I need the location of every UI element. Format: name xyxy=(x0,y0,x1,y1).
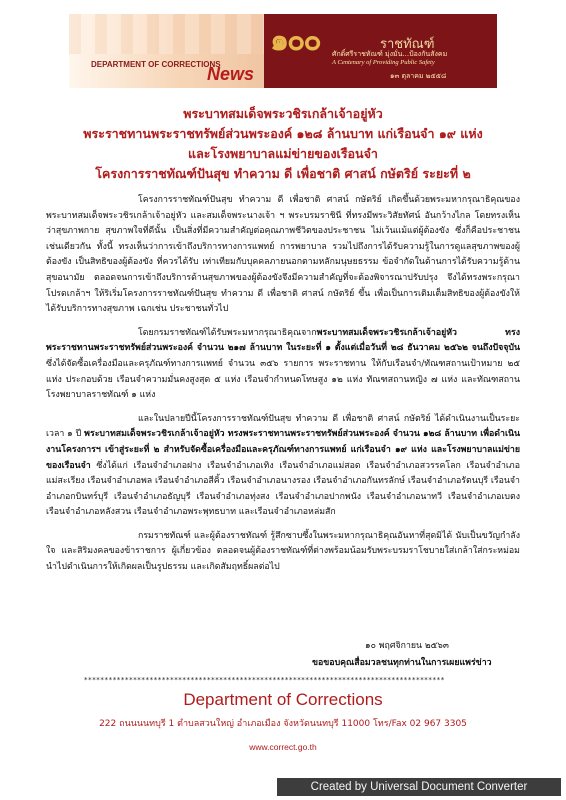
footer-address: 222 ถนนนนทบุรี 1 ตำบลสวนใหญ่ อำเภอเมือง จังหวัดนนทบุรี 11000 โทร/Fax 02 967 3305 xyxy=(99,719,467,729)
banner-left-panel xyxy=(69,14,264,88)
paragraph-1 xyxy=(46,193,520,318)
headline-line-1: พระบาทสมเด็จพระวชิรเกล้าเจ้าอยู่หัว xyxy=(183,106,383,121)
logo-text: ราชทัณฑ์ xyxy=(380,37,435,52)
headline-line-3: และโรงพยาบาลแม่ข่ายของเรือนจำ xyxy=(188,146,378,161)
paragraph-3-highlight: พระบาทสมเด็จพระวชิรเกล้าเจ้าอยู่หัว ทรงพระราชทานพระราชทรัพย์ส่วนพระองค์ จำนวน ๑๒๘ ล้านบาท เพื่อดำเนินงานโครงการฯ เข้าสู่ระยะที่ ๒ สำหรับจัดซื้อเครื่องมือและครุภัณฑ์ทางการแพทย์ แก่เรือนจำ ๑๙ แห่ง และโรงพยาบาลแม่ข่ายของเรือนจำ xyxy=(46,429,520,471)
news-label: News xyxy=(207,64,255,84)
department-label: DEPARTMENT OF CORRECTIONS xyxy=(91,60,221,69)
headline-block xyxy=(40,104,526,184)
headline-line-2: พระราชทานพระราชทรัพย์ส่วนพระองค์ ๑๒๘ ล้านบาท แก่เรือนจำ ๑๙ แห่ง xyxy=(83,126,483,141)
paragraph-2 xyxy=(46,326,520,404)
logo-date: ๑๓ ตุลาคม ๒๕๕๘ xyxy=(390,72,447,80)
paragraph-2-highlight: พระบาทสมเด็จพระวชิรเกล้าเจ้าอยู่หัว ทรงพระราชทานพระราชทรัพย์ส่วนพระองค์ จำนวน ๒๑๗ ล้านบาท ในระยะที่ ๑ ตั้งแต่เมื่อวันที่ ๒๘ ธันวาคม ๒๕๖๒ จนถึงปัจจุบัน xyxy=(46,327,520,354)
headline-line-4: โครงการราชทัณฑ์ปันสุข ทำความ ดี เพื่อชาติ ศาสน์ กษัตริย์ ระยะที่ ๒ xyxy=(95,166,471,181)
paragraph-2-intro: โดยกรมราชทัณฑ์ได้รับพระมหากรุณาธิคุณจาก xyxy=(138,327,317,338)
article-body xyxy=(46,193,520,584)
paragraph-4 xyxy=(46,529,520,576)
logo-motto-th: ศักดิ์ศรีราชทัณฑ์ มุ่งมั่น...ป้องกันสังคม xyxy=(332,50,448,58)
star-separator: **************************************************************************************** xyxy=(84,676,445,684)
paragraph-2-rest: ซึ่งได้จัดซื้อเครื่องมือและครุภัณฑ์ทางการแพทย์ จำนวน ๓๕๖ รายการ พระราชทาน ให้กับเรือนจำ/ทัณฑสถานเป้าหมาย ๒๕ แห่ง ประกอบด้วย เรือนจำความมั่นคงสูงสุด ๕ แห่ง เรือนจำกำหนดโทษสูง ๑๒ แห่ง ทัณฑสถานหญิง ๗ แห่ง และทัณฑสถานโรงพยาบาลราชทัณฑ์ ๑ แห่ง xyxy=(46,358,520,401)
footer-website-link[interactable]: www.correct.go.th xyxy=(249,742,317,752)
thanks-note: ขอขอบคุณสื่อมวลชนทุกท่านในการเผยแพร่ข่าว xyxy=(312,658,492,668)
paragraph-4-text: กรมราชทัณฑ์ และผู้ต้องราชทัณฑ์ รู้สึกซาบซึ้งในพระมหากรุณาธิคุณอันหาที่สุดมิได้ นับเป็นขวัญกำลังใจ และสิริมงคลของข้าราชการ ผู้เกี่ยวข้อง ตลอดจนผู้ต้องราชทัณฑ์ที่ต่างพร้อมน้อมรับพระบรมราโชบายใส่เกล้าใส่กระหม่อม นำไปดำเนินการให้เกิดผลเป็นรูปธรรม และเกิดสัมฤทธิ์ผลต่อไป xyxy=(46,530,520,573)
logo-number: ๑๐๐ xyxy=(270,23,320,58)
paragraph-1-text: โครงการราชทัณฑ์ปันสุข ทำความ ดี เพื่อชาติ ศาสน์ กษัตริย์ เกิดขึ้นด้วยพระมหากรุณาธิคุณของพระบาทสมเด็จพระวชิรเกล้าเจ้าอยู่หัว และสมเด็จพระนางเจ้า ฯ พระบรมราชินี ที่ทรงมีพระวิสัยทัศน์ อันกว้างไกล โดยทรงเห็นว่าสุขภาพกาย สุขภาพใจที่ดีนั้น เป็นสิ่งที่มีความสำคัญต่อคุณภาพชีวิตของประชาชน ไม่เว้นแม้แต่ผู้ต้องขัง ซึ่งก็คือประชาชนเช่นเดียวกัน ทั้งนี้ ทรงเห็นว่าการเข้าถึงบริการทางการแพทย์ การพยาบาล รวมไปถึงการได้รับความรู้ในการดูแลสุขภาพของผู้ต้องขัง เป็นสิทธิของผู้ต้องขัง ที่ควรได้รับ เท่าเทียมกับบุคคลภายนอกตามหลักมนุษยธรรม ข้อจำกัดในด้านการได้รับความรู้ด้านสุขอนามัย ตลอดจนการเข้าถึงบริการด้านสุขภาพของผู้ต้องขังจึงมีความสำคัญที่จะต้องพิจารณาปรับปรุง จึงได้ทรงพระกรุณา โปรดเกล้าฯ ให้ริเริ่มโครงการราชทัณฑ์ปันสุข ทำความ ดี เพื่อชาติ ศาสน์ กษัตริย์ ขึ้น เพื่อเป็นการเติมเต็มสิทธิของผู้ต้องขังให้ได้รับบริการทางสุขภาพ เฉกเช่น ประชาชนทั่วไป xyxy=(46,195,520,315)
paragraph-3 xyxy=(46,412,520,521)
converter-watermark: Created by Universal Document Converter xyxy=(277,778,561,796)
sign-date: ๑๐ พฤศจิกายน ๒๕๖๓ xyxy=(365,641,449,651)
paragraph-3-intro: และในปลายปีนี้โครงการราชทัณฑ์ปันสุข ทำความ ดี เพื่อชาติ ศาสน์ กษัตริย์ ได้ดำเนินงานเป็นระยะเวลา ๑ ปี xyxy=(46,413,520,440)
footer-title: Department of Corrections xyxy=(183,690,383,709)
paragraph-3-rest: ซึ่งได้แก่ เรือนจำอำเภอฝาง เรือนจำอำเภอเทิง เรือนจำอำเภอแม่สอด เรือนจำอำเภอสวรรคโลก เรือนจำอำเภอแม่สะเรียง เรือนจำอำเภอพล เรือนจำอำเภอสีคิ้ว เรือนจำอำเภอนางรอง เรือนจำอำเภอกันทรลักษ์ เรือนจำอำเภอรัตนบุรี เรือนจำอำเภอกบินทร์บุรี เรือนจำอำเภอธัญบุรี เรือนจำอำเภอทุ่งสง เรือนจำอำเภอปากพนัง เรือนจำอำเภอนาทวี เรือนจำอำเภอเบตง เรือนจำอำเภอหลังสวน เรือนจำอำเภอพระพุทธบาท และเรือนจำอำเภอหล่มสัก xyxy=(46,460,520,518)
banner-stripes xyxy=(69,14,264,54)
logo-motto-en: A Centenary of Providing Public Safety xyxy=(332,59,435,66)
